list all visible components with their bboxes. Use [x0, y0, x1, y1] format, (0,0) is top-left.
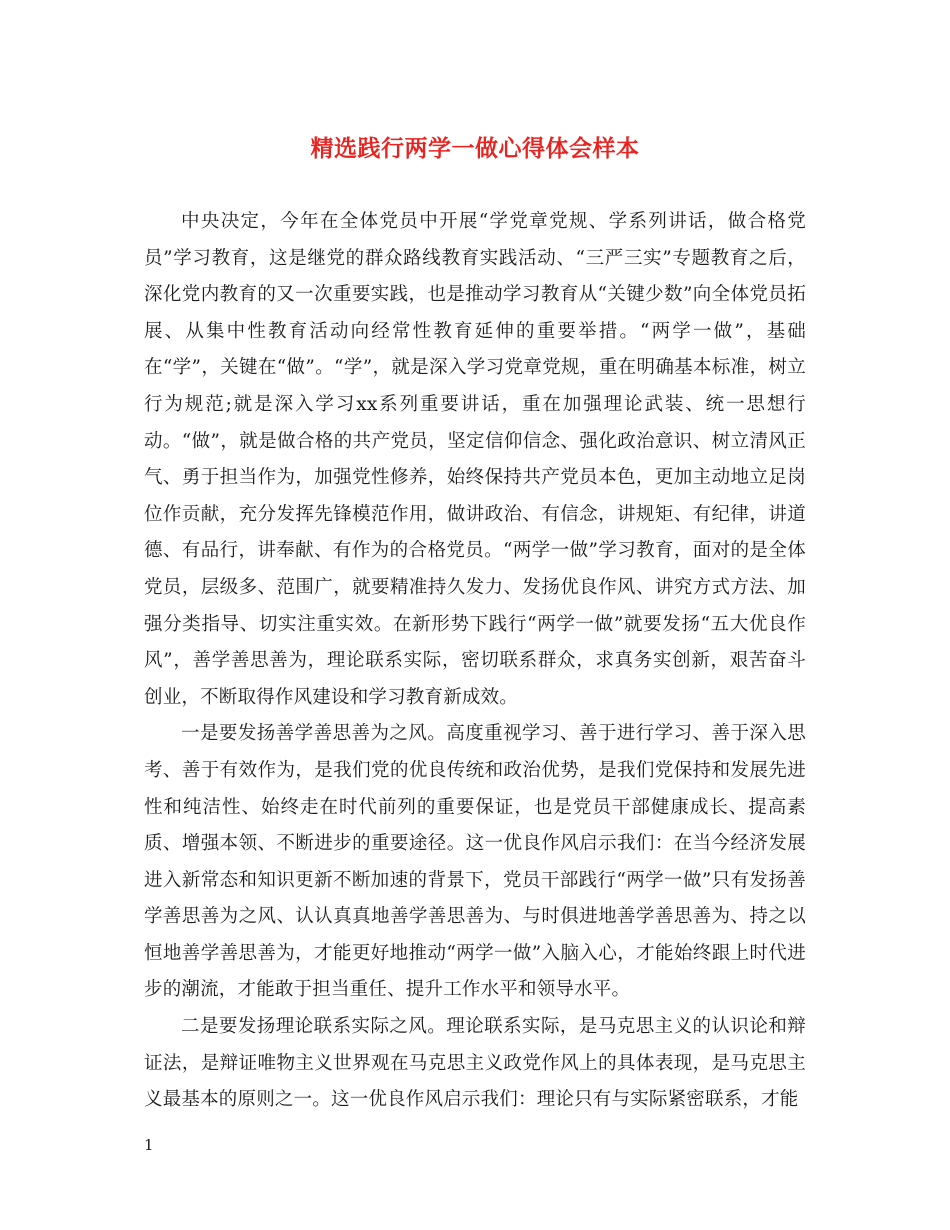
document-body	[144, 204, 806, 1119]
page-number: 1	[144, 1136, 154, 1154]
paragraph-point-one: 一是要发扬善学善思善为之风。高度重视学习、善于进行学习、善于深入思考、善于有效作为，是我们党的优良传统和政治优势，是我们党保持和发展先进性和纯洁性、始终走在时代前列的重要保证，也是党员干部健康成长、提高素质、增强本领、不断进步的重要途径。这一优良作风启示我们：在当今经济发展进入新常态和知识更新不断加速的背景下，党员干部践行“两学一做”只有发扬善学善思善为之风、认认真真地善学善思善为、与时俱进地善学善思善为、持之以恒地善学善思善为，才能更好地推动“两学一做”入脑入心，才能始终跟上时代进步的潮流，才能敢于担当重任、提升工作水平和领导水平。	[144, 723, 806, 1001]
paragraph-point-two: 二是要发扬理论联系实际之风。理论联系实际，是马克思主义的认识论和辩证法，是辩证唯物主义世界观在马克思主义政党作风上的具体表现，是马克思主义最基本的原则之一。这一优良作风启示我们：理论只有与实际紧密联系，才能	[144, 1016, 806, 1111]
document-title: 精选践行两学一做心得体会样本	[310, 135, 640, 162]
paragraph-intro: 中央决定，今年在全体党员中开展“学党章党规、学系列讲话，做合格党员”学习教育，这是继党的群众路线教育实践活动、“三严三实”专题教育之后，深化党内教育的又一次重要实践，也是推动学习教育从“关键少数”向全体党员拓展、从集中性教育活动向经常性教育延伸的重要举措。“两学一做”，基础在“学”，关键在“做”。“学”，就是深入学习党章党规，重在明确基本标准，树立行为规范;就是深入学习xx系列重要讲话，重在加强理论武装、统一思想行动。“做”，就是做合格的共产党员，坚定信仰信念、强化政治意识、树立清风正气、勇于担当作为，加强党性修养，始终保持共产党员本色，更加主动地立足岗位作贡献，充分发挥先锋模范作用，做讲政治、有信念，讲规矩、有纪律，讲道德、有品行，讲奉献、有作为的合格党员。“两学一做”学习教育，面对的是全体党员，层级多、范围广，就要精准持久发力、发扬优良作风、讲究方式方法、加强分类指导、切实注重实效。在新形势下践行“两学一做”就要发扬“五大优良作风”，善学善思善为，理论联系实际，密切联系群众，求真务实创新，艰苦奋斗创业，不断取得作风建设和学习教育新成效。	[144, 211, 806, 708]
